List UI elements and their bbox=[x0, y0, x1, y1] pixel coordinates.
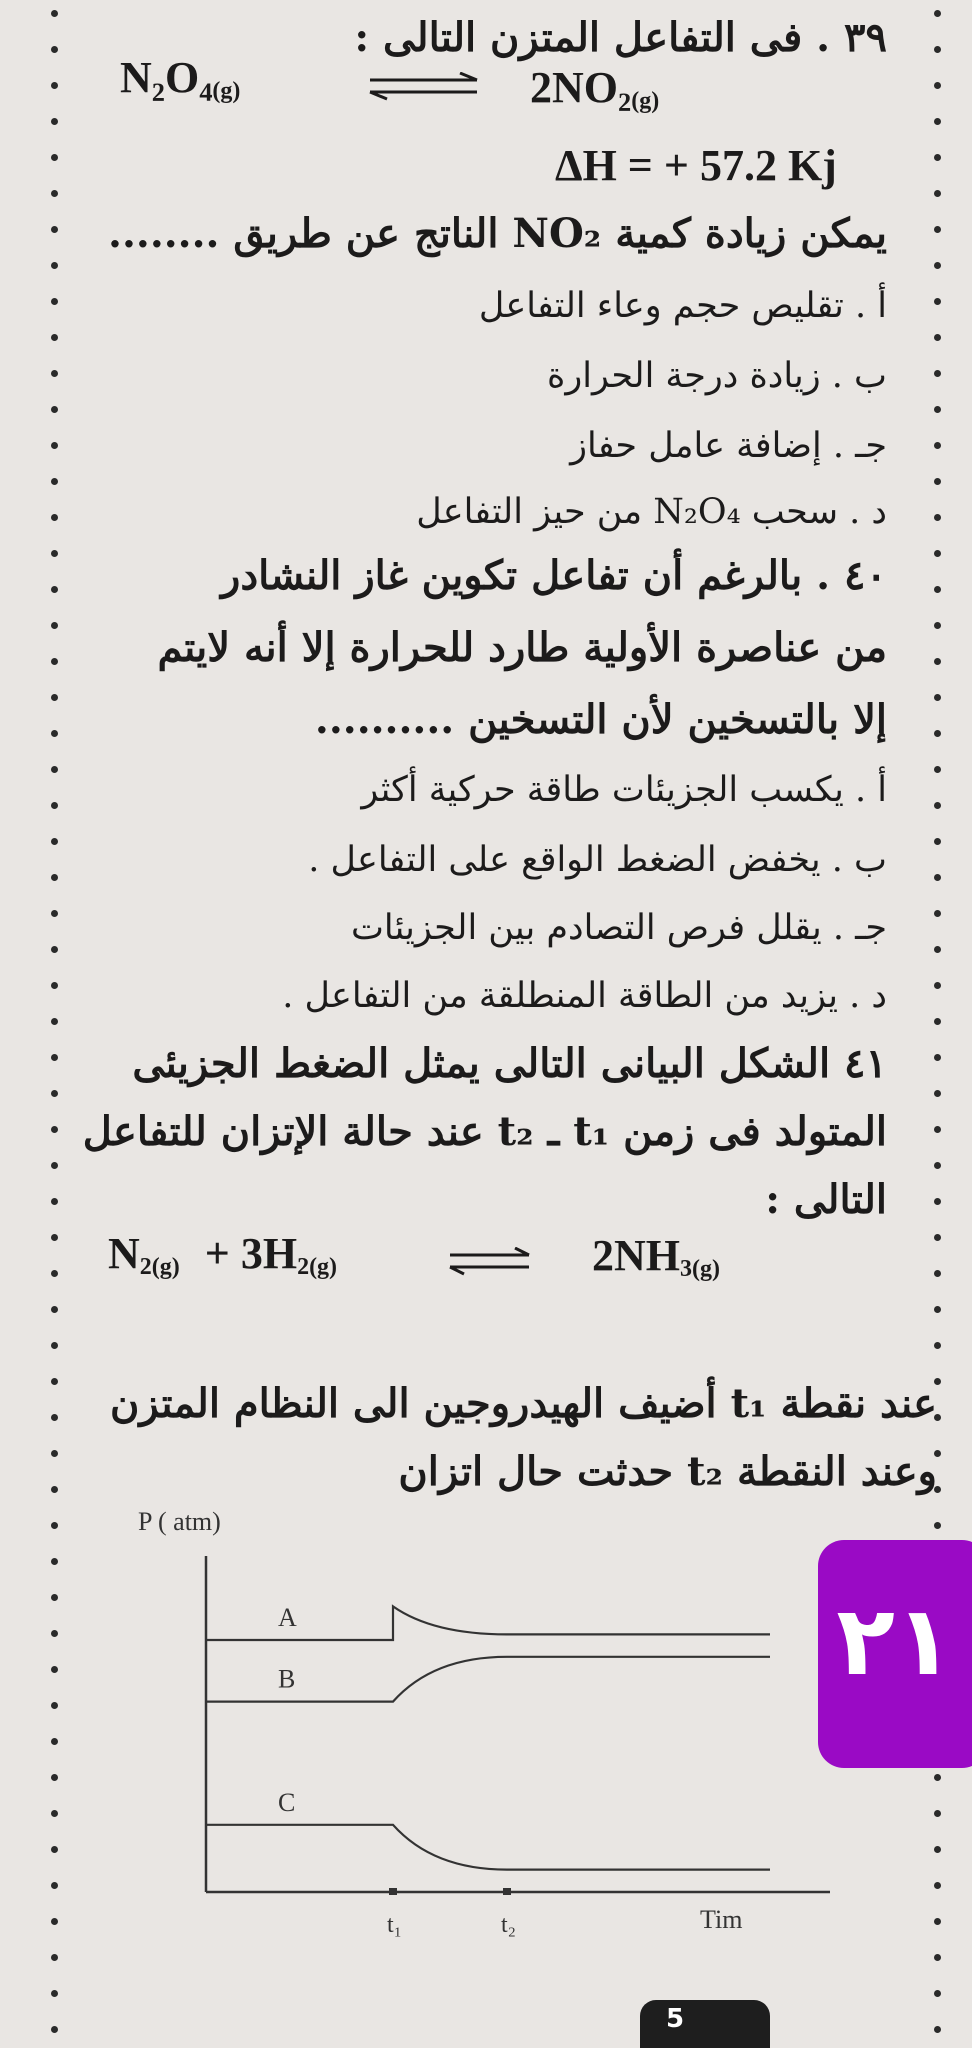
border-dot bbox=[51, 1054, 58, 1061]
q41-nitrogen-sub: 2(g) bbox=[139, 1254, 180, 1280]
border-dot bbox=[51, 1522, 58, 1529]
border-dot bbox=[934, 838, 941, 845]
border-dot bbox=[51, 154, 58, 161]
border-dot bbox=[934, 2026, 941, 2033]
q41-hydrogen-sub: 2(g) bbox=[297, 1254, 338, 1280]
border-dot bbox=[51, 334, 58, 341]
border-dot bbox=[934, 226, 941, 233]
border-dot bbox=[934, 1810, 941, 1817]
border-dot bbox=[934, 586, 941, 593]
border-dot bbox=[51, 1450, 58, 1457]
border-dot bbox=[934, 1846, 941, 1853]
equilibrium-arrow-icon bbox=[445, 1247, 535, 1277]
border-dot bbox=[51, 1702, 58, 1709]
border-dot bbox=[51, 10, 58, 17]
page-number: ٢١ bbox=[836, 1585, 954, 1697]
q40-line-3: إلا بالتسخين لأن التسخين .......... bbox=[314, 696, 887, 743]
border-dot bbox=[51, 46, 58, 53]
border-dot bbox=[51, 1306, 58, 1313]
border-dot bbox=[934, 1054, 941, 1061]
border-dot bbox=[51, 1810, 58, 1817]
q41-note-1: عند نقطة t₁ أضيف الهيدروجين الى النظام المتزن bbox=[109, 1380, 937, 1427]
q41-line-2: المتولد فى زمن t₁ ـ t₂ عند حالة الإتزان للتفاعل bbox=[82, 1108, 887, 1155]
q41-nitrogen: N bbox=[108, 1229, 140, 1278]
border-dot bbox=[51, 1486, 58, 1493]
y-axis-label: P ( atm) bbox=[138, 1507, 221, 1536]
border-dot bbox=[51, 1414, 58, 1421]
border-dot bbox=[934, 334, 941, 341]
border-dot bbox=[51, 550, 58, 557]
q39-product-formula: 2NO₂ bbox=[530, 63, 632, 112]
q41-note-2: وعند النقطة t₂ حدثت حال اتزان bbox=[398, 1448, 937, 1495]
equilibrium-arrow-icon bbox=[365, 72, 485, 102]
q41-reactants bbox=[108, 1228, 337, 1281]
border-dot bbox=[934, 1990, 941, 1997]
border-dot bbox=[51, 622, 58, 629]
q39-reactant-state: (g) bbox=[212, 78, 241, 104]
border-dot bbox=[934, 766, 941, 773]
footer-tab-label: 5 bbox=[666, 2004, 685, 2034]
border-dot bbox=[51, 1090, 58, 1097]
border-dot bbox=[51, 838, 58, 845]
border-dot bbox=[934, 1162, 941, 1169]
border-dot bbox=[934, 1342, 941, 1349]
border-dot bbox=[51, 1558, 58, 1565]
border-dot bbox=[934, 1774, 941, 1781]
border-dot bbox=[51, 1162, 58, 1169]
border-dot bbox=[934, 10, 941, 17]
q41-ammonia-sub: 3(g) bbox=[680, 1256, 720, 1282]
series-label-c: C bbox=[278, 1787, 296, 1817]
tick-mark-t2 bbox=[503, 1888, 511, 1895]
border-dot bbox=[51, 946, 58, 953]
border-dot bbox=[934, 442, 941, 449]
border-dot bbox=[51, 226, 58, 233]
series-label-a: A bbox=[278, 1603, 297, 1632]
border-dot bbox=[51, 874, 58, 881]
border-dot bbox=[51, 1918, 58, 1925]
border-dot bbox=[934, 46, 941, 53]
border-dot bbox=[934, 118, 941, 125]
border-dot bbox=[51, 1342, 58, 1349]
border-dot bbox=[934, 514, 941, 521]
border-dot bbox=[934, 946, 941, 953]
q40-option-d[interactable]: د . يزيد من الطاقة المنطلقة من التفاعل . bbox=[282, 976, 887, 1016]
border-dot bbox=[51, 190, 58, 197]
border-dot bbox=[51, 1990, 58, 1997]
border-dot bbox=[51, 1774, 58, 1781]
border-dot bbox=[51, 1018, 58, 1025]
border-dot bbox=[51, 658, 58, 665]
border-dot bbox=[934, 1234, 941, 1241]
border-dot bbox=[934, 1198, 941, 1205]
border-dot bbox=[51, 1378, 58, 1385]
q41-hydrogen: + 3H bbox=[204, 1229, 298, 1278]
border-dot bbox=[51, 1594, 58, 1601]
q39-heading: ٣٩ . فى التفاعل المتزن التالى : bbox=[354, 14, 887, 61]
border-dot bbox=[51, 1954, 58, 1961]
border-dot bbox=[51, 1198, 58, 1205]
border-dot bbox=[934, 1018, 941, 1025]
border-dot bbox=[934, 658, 941, 665]
border-dot bbox=[934, 910, 941, 917]
q39-reactant: N₂O₄ bbox=[120, 53, 213, 102]
border-dot bbox=[934, 730, 941, 737]
q39-option-c[interactable]: جـ . إضافة عامل حفاز bbox=[570, 426, 887, 466]
q39-product-state: (g) bbox=[631, 88, 660, 114]
border-dot bbox=[51, 1126, 58, 1133]
border-dot bbox=[934, 1126, 941, 1133]
q41-product bbox=[592, 1230, 720, 1283]
border-dot bbox=[934, 1954, 941, 1961]
border-dot bbox=[934, 1090, 941, 1097]
series-label-b: B bbox=[278, 1664, 296, 1694]
q39-reaction bbox=[120, 52, 240, 105]
q39-option-b[interactable]: ب . زيادة درجة الحرارة bbox=[547, 356, 887, 396]
border-dot bbox=[51, 694, 58, 701]
border-dot bbox=[934, 1522, 941, 1529]
border-dot bbox=[51, 586, 58, 593]
pressure-time-chart bbox=[120, 1500, 840, 1970]
x-axis-label: Tim bbox=[700, 1905, 743, 1934]
border-dot bbox=[51, 442, 58, 449]
tick-label-t1: t₁ bbox=[387, 1912, 403, 1938]
tick-label-t2: t₂ bbox=[501, 1912, 517, 1938]
border-dot bbox=[51, 370, 58, 377]
border-dot bbox=[51, 298, 58, 305]
border-dot bbox=[51, 766, 58, 773]
border-dot bbox=[51, 730, 58, 737]
series-layer bbox=[206, 1603, 770, 1870]
border-dot bbox=[934, 370, 941, 377]
q41-line-3: التالى : bbox=[765, 1176, 887, 1223]
border-dot bbox=[51, 1630, 58, 1637]
border-dot bbox=[51, 262, 58, 269]
border-dot bbox=[934, 550, 941, 557]
border-dot bbox=[934, 262, 941, 269]
border-dot bbox=[934, 478, 941, 485]
q39-delta-h: ΔH = + 57.2 Kj bbox=[555, 141, 837, 190]
border-dot bbox=[934, 1306, 941, 1313]
border-dot bbox=[934, 1270, 941, 1277]
border-dot bbox=[51, 2026, 58, 2033]
border-dot bbox=[934, 1918, 941, 1925]
border-dot bbox=[51, 1234, 58, 1241]
border-dot bbox=[934, 190, 941, 197]
q39-option-d[interactable]: د . سحب N₂O₄ من حيز التفاعل bbox=[416, 492, 887, 532]
series-line-c bbox=[206, 1825, 770, 1870]
border-dot bbox=[934, 622, 941, 629]
border-dot bbox=[51, 802, 58, 809]
footer-tab bbox=[640, 2000, 770, 2048]
q40-line-1: ٤٠ . بالرغم أن تفاعل تكوين غاز النشادر bbox=[221, 552, 887, 599]
border-dot bbox=[934, 1882, 941, 1889]
border-dot bbox=[51, 982, 58, 989]
border-dot bbox=[51, 118, 58, 125]
tick-mark-t1 bbox=[389, 1888, 397, 1895]
border-dot bbox=[51, 1846, 58, 1853]
q40-option-c[interactable]: جـ . يقلل فرص التصادم بين الجزيئات bbox=[350, 908, 887, 948]
border-dot bbox=[51, 514, 58, 521]
q39-option-a[interactable]: أ . تقليص حجم وعاء التفاعل bbox=[478, 286, 887, 326]
border-dot bbox=[934, 298, 941, 305]
border-dot bbox=[51, 478, 58, 485]
border-dot bbox=[51, 1738, 58, 1745]
border-dot bbox=[51, 82, 58, 89]
page-number-badge bbox=[818, 1540, 972, 1768]
q39-product bbox=[530, 62, 659, 115]
border-dot bbox=[934, 874, 941, 881]
tick-layer bbox=[387, 1888, 516, 1938]
left-dotted-border bbox=[45, 0, 65, 2048]
q40-option-b[interactable]: ب . يخفض الضغط الواقع على التفاعل . bbox=[308, 840, 887, 880]
border-dot bbox=[934, 154, 941, 161]
border-dot bbox=[934, 694, 941, 701]
q41-ammonia: 2NH bbox=[592, 1231, 680, 1280]
border-dot bbox=[51, 1270, 58, 1277]
q40-line-2: من عناصرة الأولية طارد للحرارة إلا أنه لايتم bbox=[157, 624, 887, 671]
border-dot bbox=[51, 1882, 58, 1889]
border-dot bbox=[934, 802, 941, 809]
q41-line-1: ٤١ الشكل البيانى التالى يمثل الضغط الجزيئى bbox=[132, 1040, 887, 1087]
border-dot bbox=[51, 910, 58, 917]
border-dot bbox=[51, 1666, 58, 1673]
q39-stem: يمكن زيادة كمية NO₂ الناتج عن طريق ........ bbox=[108, 210, 887, 257]
border-dot bbox=[934, 82, 941, 89]
border-dot bbox=[934, 406, 941, 413]
q40-option-a[interactable]: أ . يكسب الجزيئات طاقة حركية أكثر bbox=[361, 770, 887, 810]
border-dot bbox=[51, 406, 58, 413]
border-dot bbox=[934, 982, 941, 989]
